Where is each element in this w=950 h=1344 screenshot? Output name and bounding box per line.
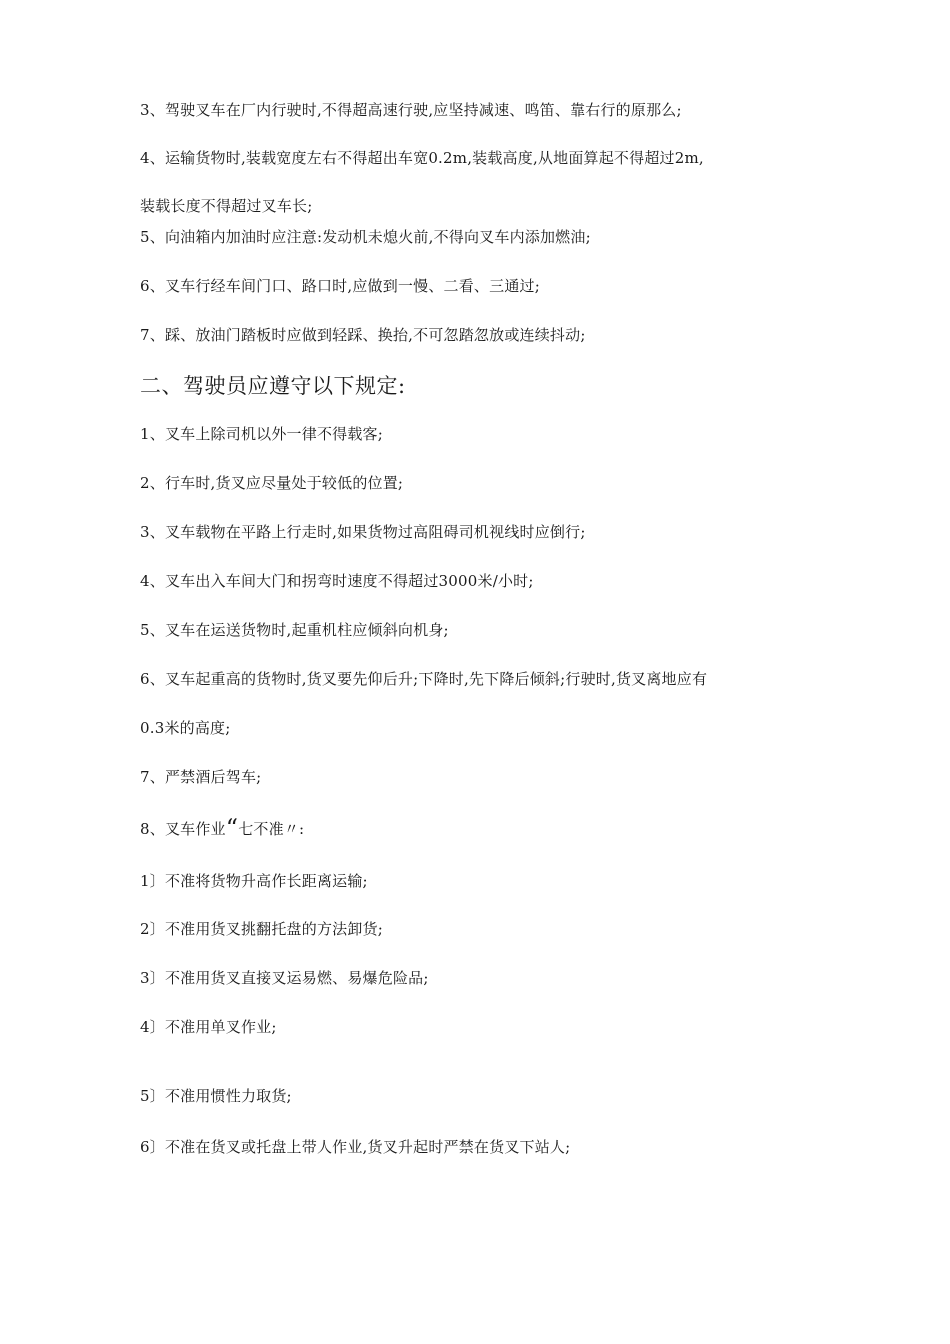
rule-line: 0.3米的高度; xyxy=(140,719,231,737)
sub-rule-line: 5〕不准用惯性力取货; xyxy=(140,1087,292,1105)
rule8-quoted: 七不准 xyxy=(238,820,284,838)
rule-line: 4、叉车出入车间大门和拐弯时速度不得超过3000米/小时; xyxy=(140,572,534,590)
rule-line: 3、叉车载物在平路上行走时,如果货物过高阻碍司机视线时应倒行; xyxy=(140,523,586,541)
paragraph-line: 5、向油箱内加油时应注意:发动机未熄火前,不得向叉车内添加燃油; xyxy=(140,228,591,246)
close-quote: 〃: xyxy=(283,820,305,838)
paragraph-line: 装载长度不得超过叉车长; xyxy=(140,197,313,215)
rule8-prefix: 8、叉车作业 xyxy=(140,820,226,838)
sub-rule-line: 2〕不准用货叉挑翻托盘的方法卸货; xyxy=(140,920,383,938)
sub-rule-line: 3〕不准用货叉直接叉运易燃、易爆危险品; xyxy=(140,969,429,987)
paragraph-line: 4、运输货物时,装载宽度左右不得超出车宽0.2m,装载高度,从地面算起不得超过2m, xyxy=(140,149,704,167)
rule-line: 6、叉车起重高的货物时,货叉要先仰后升;下降时,先下降后倾斜;行驶时,货叉离地应有 xyxy=(140,670,708,688)
sub-rule-line: 6〕不准在货叉或托盘上带人作业,货叉升起时严禁在货叉下站人; xyxy=(140,1138,571,1156)
rule-line-8 xyxy=(140,814,305,842)
rule-line: 1、叉车上除司机以外一律不得载客; xyxy=(140,425,383,443)
sub-rule-line: 4〕不准用单叉作业; xyxy=(140,1018,277,1036)
rule-line: 2、行车时,货叉应尽量处于较低的位置; xyxy=(140,474,404,492)
open-quote: “ xyxy=(225,814,239,842)
rule-line: 7、严禁酒后驾车; xyxy=(140,768,262,786)
section-heading: 二、驾驶员应遵守以下规定: xyxy=(140,374,406,398)
paragraph-line: 6、叉车行经车间门口、路口时,应做到一慢、二看、三通过; xyxy=(140,277,540,295)
rule-line: 5、叉车在运送货物时,起重机柱应倾斜向机身; xyxy=(140,621,449,639)
paragraph-line: 7、踩、放油门踏板时应做到轻踩、换抬,不可忽踏忽放或连续抖动; xyxy=(140,326,586,344)
sub-rule-line: 1〕不准将货物升高作长距离运输; xyxy=(140,872,368,890)
paragraph-line: 3、驾驶叉车在厂内行驶时,不得超高速行驶,应坚持减速、鸣笛、靠右行的原那么; xyxy=(140,101,682,119)
